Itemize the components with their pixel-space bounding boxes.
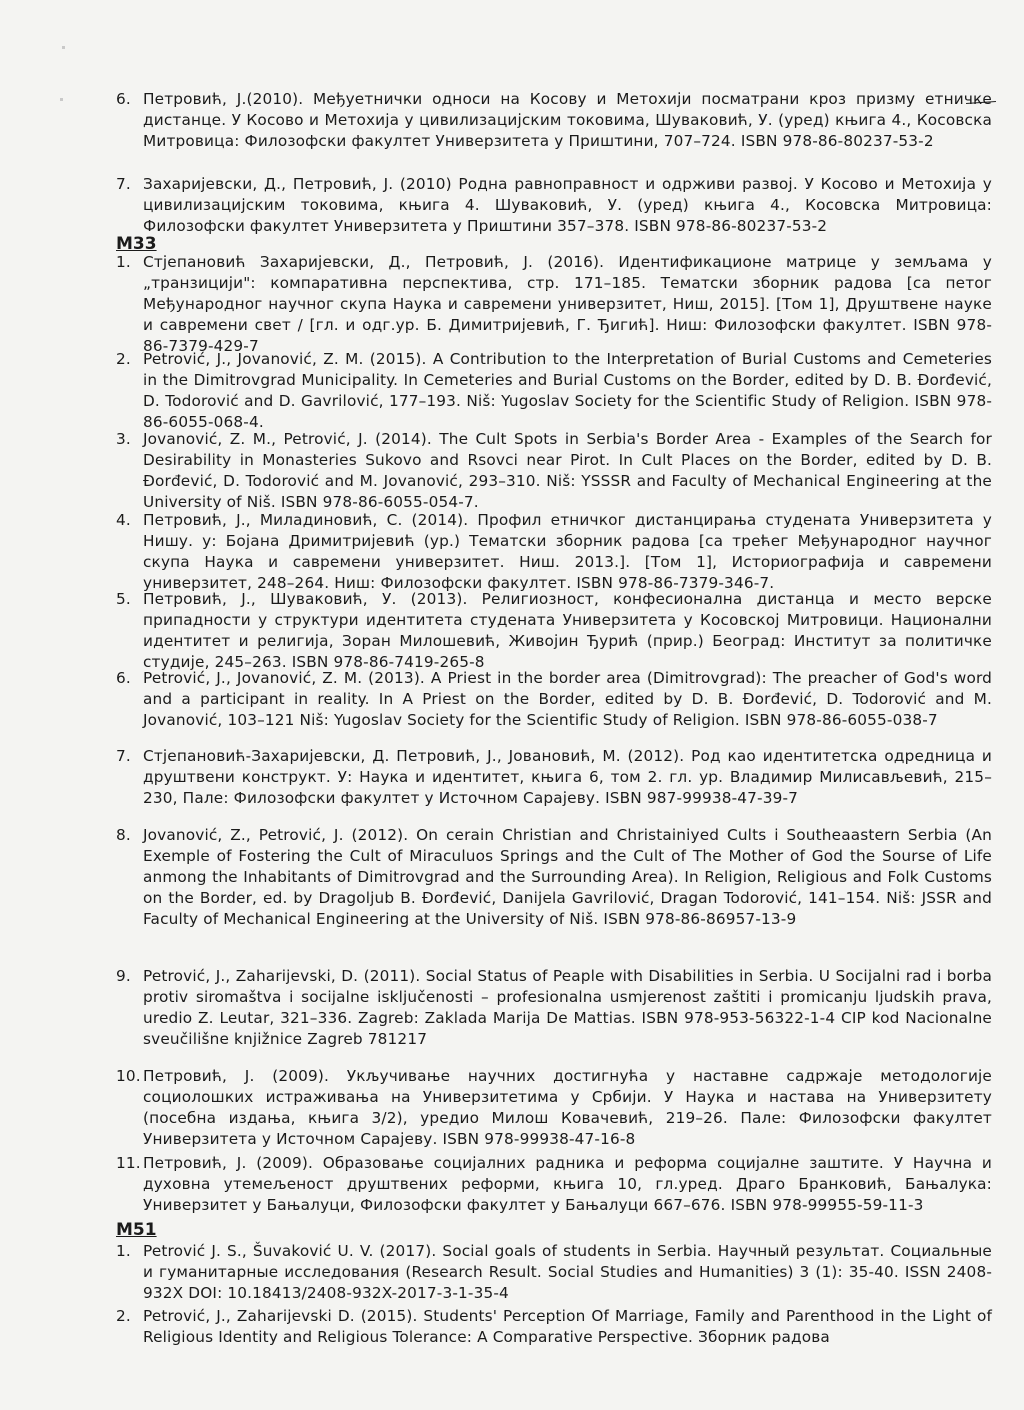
entry-text: Petrović, J., Jovanović, Z. M. (2013). A Priest in the border area (Dimitrovgrad): The preacher of God's word and a participant in reality. In A Priest on the Border, edited by D. B. Đorđević, D. Todorović and M. Jovanović, 103–121 Niš: Yugoslav Society for the Scientific Study of Religion. ISBN 978-86-6055-038-7 (143, 669, 992, 729)
reference-entry (116, 1241, 992, 1304)
entry-text: Petrović, J., Zaharijevski D. (2015). Students' Perception Of Marriage, Family and Parenthood in the Light of Religious Identity and Religious Tolerance: A Comparative Perspective. Зборник радова (143, 1307, 992, 1346)
entry-text: Petrović J. S., Šuvaković U. V. (2017). Social goals of students in Serbia. Научный результат. Социальные и гуманитарные исследования (Research Result. Social Studies and Humanities) 3 (1): 35-40. ISSN 2408-932X DOI: 10.18413/2408-932X-2017-3-1-35-4 (143, 1242, 992, 1302)
reference-entry (116, 174, 992, 237)
reference-entry (116, 966, 992, 1050)
entry-number: 9. (116, 967, 131, 985)
reference-entry (116, 89, 992, 152)
entry-text: Petrović, J., Jovanović, Z. M. (2015). A Contribution to the Interpretation of Burial Customs and Cemeteries in the Dimitrovgrad Municipality. In Cemeteries and Burial Customs on the Border, edited by D. B. Đorđević, D. Todorović and D. Gavrilović, 177–193. Niš: Yugoslav Society for the Scientific Study of Religion. ISBN 978-86-6055-068-4. (143, 350, 992, 431)
entry-number: 7. (116, 747, 131, 765)
entry-text: Захаријевски, Д., Петровић, Ј. (2010) Родна равноправност и одрживи развој. У Косово и Метохија у цивилизацијским токовима, књига 4. Шуваковић, У. (уред) књига 4., Косовска Митровица: Филозофски факултет Универзитета у Приштини 357–378. ISBN 978-86-80237-53-2 (143, 175, 992, 235)
entry-number: 3. (116, 430, 131, 448)
reference-entry (116, 510, 992, 594)
entry-number: 5. (116, 590, 131, 608)
entry-number: 8. (116, 826, 131, 844)
entry-text: Петровић, Ј. (2009). Образовање социјалних радника и реформа социјалне заштите. У Научна и духовна утемељеност друштвених реформи, књига 10, гл.уред. Драго Бранковић, Бањалука: Универзитет у Бањалуци, Филозофски факултет у Бањалуци 667–676. ISBN 978-99955-59-11-3 (143, 1154, 992, 1214)
section-heading-m51: M51 (116, 1220, 157, 1240)
reference-entry (116, 1153, 992, 1216)
reference-entry (116, 252, 992, 357)
entry-text: Петровић, Ј., Шуваковић, У. (2013). Религиозност, конфесионална дистанца и место верске припадности у структури идентитета студената Универзитета у Косовској Митровици. Национални идентитет и религија, Зоран Милошевић, Живојин Ђурић (прир.) Београд: Институт за политичке студије, 245–263. ISBN 978-86-7419-265-8 (143, 590, 992, 671)
reference-entry (116, 1066, 992, 1150)
reference-entry (116, 825, 992, 930)
entry-number: 2. (116, 350, 131, 368)
reference-entry (116, 589, 992, 673)
entry-number: 1. (116, 253, 131, 271)
section-heading-m33: M33 (116, 234, 157, 254)
reference-entry (116, 1306, 992, 1348)
entry-number: 10. (116, 1067, 141, 1085)
entry-number: 6. (116, 669, 131, 687)
entry-text: Петровић, Ј. (2009). Укључивање научних достигнућа у наставне садржаје методологије социолошких истраживања на Универзитетима у Србији. У Наука и настава на Универзитету (посебна издања, књига 3/2), уредио Милош Ковачевић, 219–26. Пале: Филозофски факултет Универзитета у Источном Сарајеву. ISBN 978-99938-47-16-8 (143, 1067, 992, 1148)
entry-number: 4. (116, 511, 131, 529)
entry-text: Стјепановић-Захаријевски, Д. Петровић, Ј., Јовановић, М. (2012). Род као идентитетска одредница и друштвени конструкт. У: Наука и идентитет, књига 6, том 2. гл. ур. Владимир Милисављевић, 215–230, Пале: Филозофски факултет у Источном Сарајеву. ISBN 987-99938-47-39-7 (143, 747, 992, 807)
entry-number: 1. (116, 1242, 131, 1260)
entry-number: 2. (116, 1307, 131, 1325)
entry-text: Стјепановић Захаријевски, Д., Петровић, Ј. (2016). Идентификационе матрице у земљама у „транзицији": компаративна перспектива, стр. 171–185. Тематски зборник радова [са петог Међународног научног скупа Наука и савремени универзитет, Ниш, 2015]. [Том 1], Друштвене науке и савремени свет / [гл. и одг.ур. Б. Димитријевић, Г. Ђигић]. Ниш: Филозофски факултет. ISBN 978-86-7379-429-7 (143, 253, 992, 355)
scan-speck (62, 46, 65, 49)
entry-number: 11. (116, 1154, 141, 1172)
entry-text: Петровић, Ј., Миладиновић, С. (2014). Профил етничког дистанцирања студената Универзитета у Нишу. у: Бојана Дримитријевић (ур.) Тематски зборник радова [са трећег Међународног научног скупа Наука и савремени универзитет. Ниш. 2013.]. [Том 1], Историографија и савремени универзитет, 248–264. Ниш: Филозофски факултет. ISBN 978-86-7379-346-7. (143, 511, 992, 592)
entry-text: Jovanović, Z., Petrović, J. (2012). On cerain Christian and Christainiyed Cults i Southeaastern Serbia (An Exemple of Fostering the Cult of Miraculuos Springs and the Cult of The Mother of God the Sourse of Life anmong the Inhabitants of Dimitrovgrad and the Surrounding Area). In Religion, Religious and Folk Customs on the Border, ed. by Dragoljub B. Đorđević, Danijela Gavrilović, Dragan Todorović, 141–154. Niš: JSSR and Faculty of Mechanical Engineering at the University of Niš. ISBN 978-86-86957-13-9 (143, 826, 992, 928)
entry-text: Petrović, J., Zaharijevski, D. (2011). Social Status of Peaple with Disabilities in Serbia. U Socijalni rad i borba protiv siromaštva i socijalne isključenosti – profesionalna usmjerenost zaštiti i promicanju ljudskih prava, uredio Z. Leutar, 321–336. Zagreb: Zaklada Marija De Mattias. ISBN 978-953-56322-1-4 CIP kod Nacionalne sveučilišne knjižnice Zagreb 781217 (143, 967, 992, 1048)
reference-entry (116, 746, 992, 809)
entry-text: Петровић, Ј.(2010). Међуетнички односи на Косову и Метохији посматрани кроз призму етничке дистанце. У Косово и Метохија у цивилизацијским токовима, Шуваковић, У. (уред) књига 4., Косовска Митровица: Филозофски факултет Универзитета у Приштини, 707–724. ISBN 978-86-80237-53-2 (143, 90, 992, 150)
reference-entry (116, 349, 992, 433)
entry-number: 6. (116, 90, 131, 108)
scan-speck (60, 98, 63, 101)
entry-text: Jovanović, Z. M., Petrović, J. (2014). The Cult Spots in Serbia's Border Area - Examples of the Search for Desirability in Monasteries Sukovo and Rsovci near Pirot. In Cult Places on the Border, edited by D. B. Đorđević, D. Todorović and M. Jovanović, 293–310. Niš: YSSSR and Faculty of Mechanical Engineering at the University of Niš. ISBN 978-86-6055-054-7. (143, 430, 992, 511)
entry-number: 7. (116, 175, 131, 193)
reference-entry (116, 668, 992, 731)
reference-entry (116, 429, 992, 513)
